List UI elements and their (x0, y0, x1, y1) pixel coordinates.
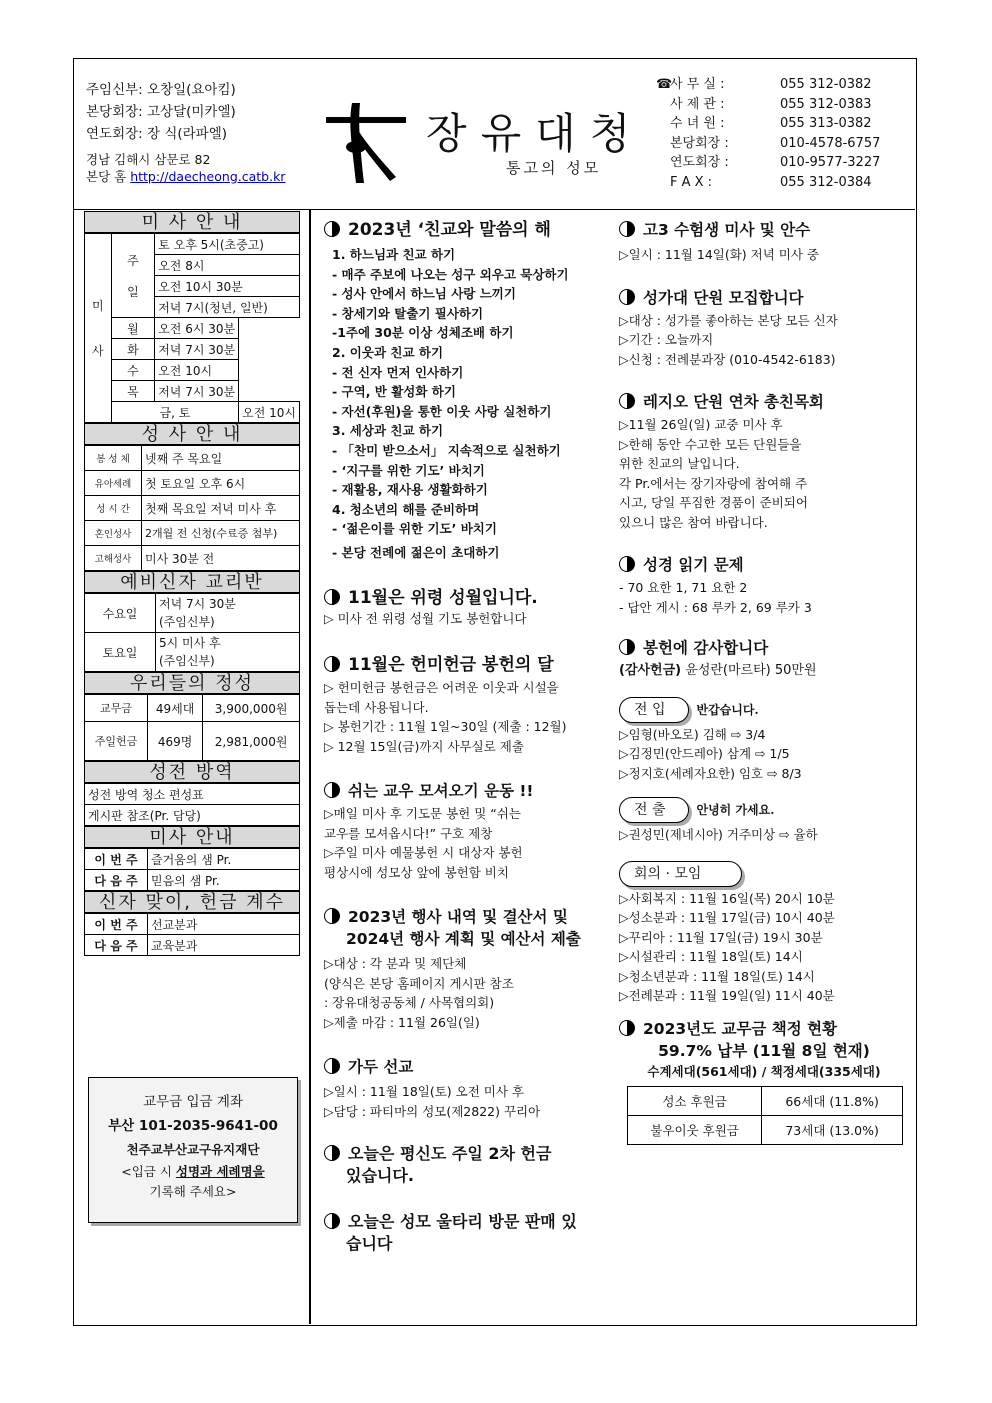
cleaning-table: 성전 방역 청소 편성표 게시판 참조(Pr. 담당) (84, 783, 300, 826)
half-circle-icon (324, 1058, 340, 1074)
section-body: ▷대상 : 각 분과 및 제단체 (양식은 본당 홈페이지 게시판 참조 : 장유대청공동체 / 사목협의회) ▷제출 마감 : 11월 26일(일) (324, 956, 514, 1030)
section-body: - 70 요한 1, 71 요한 2 - 답안 게시 : 68 루카 2, 69 루카 3 (619, 580, 812, 615)
mass-guide-section-title: 미사 안내 (84, 826, 300, 848)
priest-line: 주임신부: 오창일(요아킴) (86, 82, 236, 98)
right-column: 고3 수험생 미사 및 안수 ▷일시 : 11월 14일(화) 저녁 미사 중 성가대 단원 모집합니다 ▷대상 : 성가를 좋아하는 본당 모든 신자 ▷기간 : 오늘까지 ▷신청 : 전례분과장 (010-4542-6183) 레지오 단원 연차 총친목회 ▷11월 26일(일) 교중 미사 후 ▷한해 동안 수고한 모든 단원들을 위한 친교의 날입니다. 각 Pr.에서는 장기자랑에 참여해 주 시고, 당일 푸짐한 경품이 준비되어 있으니 많은 참여 바랍니다. 성경 읽기 문제 - 70 요한 1, 71 요한 2 - 답안 게시 : 68 루카 2, 69 루카 3 봉헌에 감사합니다 (감사헌금) 윤성란(마르타) 50만원 전 입 반갑습니다. ▷임형(바오로) 김해 ⇨ 3/4 ▷김정민(안드레아) 삼계 ⇨ 1/5 ▷정지호(세례자요한) 임호 ⇨ 8/3 전 출 안녕히 가세요. ▷권성민(제네시아) 거주미상 ⇨ 율하 회의 · 모임 ▷사회복지 : 11월 16일(목) 20시 10분 ▷성소분과 : 11월 17일(금) 10시 40분 ▷꾸리아 : 11월 17일(금) 19시 30분 ▷시설관리 : 11월 18일(토) 14시 ▷청소년분과 : 11월 18일(토) 14시 ▷전례분과 : 11월 19일(일) 11시 40분 2023년도 교무금 책정 현황 59.7% 납부 (11월 8일 현재) 수계세대(561세대) / 책정세대(335세대) 성소 후원금 66세대 (11.8%) 불우이웃 후원금 73세대 (13.0%) (619, 219, 909, 1145)
half-circle-icon (619, 639, 635, 655)
section-body: ▷임형(바오로) 김해 ⇨ 3/4 ▷김정민(안드레아) 삼계 ⇨ 1/5 ▷정지호(세례자요한) 임호 ⇨ 8/3 (619, 726, 802, 781)
offering-section-title: 우리들의 정성 (84, 672, 300, 694)
half-circle-icon (324, 589, 340, 605)
move-out-header (619, 797, 909, 823)
half-circle-icon (619, 1020, 635, 1036)
contact-list (656, 75, 880, 192)
half-circle-icon (324, 782, 340, 798)
cross-logo-icon (326, 97, 406, 183)
sacrament-table: 봉 성 체 넷째 주 목요일 유아세례 첫 토요일 오후 6시 성 시 간 첫째 목요일 저녁 미사 후 혼인성사 2개월 전 신청(수료증 첨부) 고해성사 미사 30분 전 (84, 445, 300, 571)
section-body: ▷일시 : 11월 14일(화) 저녁 미사 중 (619, 247, 819, 262)
move-out-note: 안녕히 가세요. (696, 803, 775, 817)
half-circle-icon (619, 221, 635, 237)
half-circle-icon (324, 221, 340, 237)
section-body: 1. 하느님과 친교 하기 - 매주 주보에 나오는 성구 외우고 묵상하기 - 성사 안에서 하느님 사랑 느끼기 - 창세기와 탈출기 필사하기 -1주에 30분 이상 성체조배 하기 2. 이웃과 친교 하기 - 전 신자 먼저 인사하기 - 구역, 반 활성화 하기 - 자선(후원)을 통한 이웃 사랑 실천하기 3. 세상과 친교 하기 - 「찬미 받으소서」 지속적으로 실천하기 - ‘지구를 위한 기도’ 바치기 - 재활용, 재사용 생활화하기 4. 청소년의 해를 준비하며 - ‘젊은이를 위한 기도’ 바치기 - 본당 전례에 젊은이 초대하기 (332, 247, 569, 560)
half-circle-icon (619, 289, 635, 305)
move-in-header (619, 697, 909, 723)
half-circle-icon (324, 1213, 340, 1229)
section-body: ▷ 미사 전 위령 성월 기도 봉헌합니다 (324, 610, 527, 626)
meeting-pill: 회의 · 모임 (619, 861, 742, 887)
half-circle-icon (619, 556, 635, 572)
section-title: 오늘은 성모 울타리 방문 판매 있 (324, 1211, 624, 1233)
contact-row: 수 녀 원 : 055 313-0382 (670, 116, 872, 131)
section-title: 고3 수험생 미사 및 안수 (619, 219, 909, 241)
half-circle-icon (619, 393, 635, 409)
section-title: 레지오 단원 연차 총친목회 (619, 391, 909, 413)
meeting-header (619, 861, 909, 887)
left-column (84, 211, 300, 956)
bulletin-subtitle: 통고의 성모 (506, 159, 602, 177)
contact-row: ☎ 사 무 실 : 055 312-0382 (656, 75, 880, 95)
mass-table: 미 사 주 일 토 오후 5시(초중고) 오전 8시 오전 10시 30분 저녁 7시(청년, 일반) 월 오전 6시 30분 화 저녁 7시 30분 수 오전 10시 목 저녁 7시 30분 금, 토 오전 10시 (84, 233, 300, 423)
move-in-pill: 전 입 (619, 697, 689, 723)
homepage-label: 본당 홈 (86, 169, 127, 184)
contact-row: 사 제 관 : 055 312-0383 (670, 96, 872, 112)
section-body: ▷ 헌미헌금 봉헌금은 어려운 이웃과 시설을 돕는데 사용됩니다. ▷ 봉헌기간 : 11월 1일~30일 (제출 : 12월) ▷ 12월 15일(금)까지 사무실로 제출 (324, 680, 567, 754)
column-divider (309, 209, 311, 1324)
move-in-note: 반갑습니다. (696, 702, 759, 717)
mass-label-cell: 미 사 (85, 234, 112, 423)
section-title: 쉬는 교우 모셔오기 운동 !! (324, 780, 624, 802)
section-title: 2023년 ‘친교와 말씀의 해 (324, 219, 624, 241)
section-title: 오늘은 평신도 주일 2차 헌금 (324, 1143, 624, 1165)
address: 경남 김해시 삼문로 82 (86, 152, 211, 167)
offering-table: 교무금 49세대 3,900,000원 주일헌금 469명 2,981,000원 (84, 694, 300, 761)
cleaning-section-title: 성전 방역 (84, 761, 300, 783)
section-title: 봉헌에 감사합니다 (619, 637, 909, 659)
table-row: 토 오후 5시(초중고) (155, 234, 300, 255)
table-row: 오전 10시 30분 (155, 276, 300, 297)
mass-guide-table: 이 번 주 즐거움의 샘 Pr. 다 음 주 믿음의 샘 Pr. (84, 848, 300, 891)
greeting-table: 이 번 주 선교분과 다 음 주 교육분과 (84, 913, 300, 956)
section-body: ▷대상 : 성가를 좋아하는 본당 모든 신자 ▷기간 : 오늘까지 ▷신청 : 전례분과장 (010-4542-6183) (619, 312, 838, 367)
section-title: 성경 읽기 문제 (619, 554, 909, 576)
sacrament-section-title: 성 사 안 내 (84, 423, 300, 445)
section-body: ▷11월 26일(일) 교중 미사 후 ▷한해 동안 수고한 모든 단원들을 위한 친교의 날입니다. 각 Pr.에서는 장기자랑에 참여해 주 시고, 당일 푸짐한 경품이 준비되어 있으니 많은 참여 바랍니다. (619, 417, 808, 530)
section-body: ▷일시 : 11월 18일(토) 오전 미사 후 ▷담당 : 파티마의 성모(제2822) 꾸리아 (324, 1084, 541, 1119)
account-box: 교무금 입금 계좌 부산 101-2035-9641-00 천주교부산교구유지재단 <입금 시 성명과 세례명을 기록해 주세요> (88, 1077, 298, 1223)
mass-section-title: 미 사 안 내 (84, 211, 300, 233)
sunday-label-cell: 주 일 (111, 234, 155, 318)
section-body: ▷권성민(제네시아) 거주미상 ⇨ 율하 (619, 827, 818, 842)
contact-row: F A X : 055 312-0384 (670, 174, 872, 190)
bulletin-page (73, 58, 917, 1326)
section-title: 성가대 단원 모집합니다 (619, 287, 909, 309)
homepage-link[interactable]: http://daecheong.catb.kr (130, 169, 286, 184)
section-body: ▷매일 미사 후 기도문 봉헌 및 “쉬는 교우를 모셔옵시다!” 구호 제창 ▷주일 미사 예물봉헌 시 대상자 봉헌 평상시에 성모상 앞에 봉헌함 비치 (324, 806, 523, 880)
yeondo-president-line: 연도회장: 장 식(라파엘) (86, 126, 228, 142)
half-circle-icon (324, 656, 340, 672)
middle-column: 2023년 ‘친교와 말씀의 해 1. 하느님과 친교 하기 - 매주 주보에 나오는 성구 외우고 묵상하기 - 성사 안에서 하느님 사랑 느끼기 - 창세기와 탈출기 필사하기 -1주에 30분 이상 성체조배 하기 2. 이웃과 친교 하기 - 전 신자 먼저 인사하기 - 구역, 반 활성화 하기 - 자선(후원)을 통한 이웃 사랑 실천하기 3. 세상과 친교 하기 - 「찬미 받으소서」 지속적으로 실천하기 - ‘지구를 위한 기도’ 바치기 - 재활용, 재사용 생활화하기 4. 청소년의 해를 준비하며 - ‘젊은이를 위한 기도’ 바치기 - 본당 전례에 젊은이 초대하기 11월은 위령 성월입니다. ▷ 미사 전 위령 성월 기도 봉헌합니다 11월은 헌미헌금 봉헌의 달 ▷ 헌미헌금 봉헌금은 어려운 이웃과 시설을 돕는데 사용됩니다. ▷ 봉헌기간 : 11월 1일~30일 (제출 : 12월) ▷ 12월 15일(금)까지 사무실로 제출 쉬는 교우 모셔오기 운동 !! ▷매일 미사 후 기도문 봉헌 및 “쉬는 교우를 모셔옵시다!” 구호 제창 ▷주일 미사 예물봉헌 시 대상자 봉헌 평상시에 성모상 앞에 봉헌함 비치 2023년 행사 내역 및 결산서 및 2024년 행사 계획 및 예산서 제출 ▷대상 : 각 분과 및 제단체 (양식은 본당 홈페이지 게시판 참조 : 장유대청공동체 / 사목협의회) ▷제출 마감 : 11월 26일(일) 가두 선교 ▷일시 : 11월 18일(토) 오전 미사 후 ▷담당 : 파티마의 성모(제2822) 꾸리아 오늘은 평신도 주일 2차 헌금 있습니다. 오늘은 성모 울타리 방문 판매 있 습니다 (324, 219, 624, 1255)
contact-row: 연도회장 : 010-9577-3227 (670, 155, 881, 170)
catechumen-section-title: 예비신자 교리반 (84, 571, 300, 593)
header-staff (86, 79, 285, 185)
parish-president-line: 본당회장: 고상달(미카엘) (86, 104, 236, 120)
contact-row: 본당회장 : 010-4578-6757 (670, 135, 881, 151)
half-circle-icon (324, 1145, 340, 1161)
section-title: 11월은 위령 성월입니다. (324, 587, 624, 609)
table-row: 오전 8시 (155, 255, 300, 276)
greeting-section-title: 신자 맞이, 헌금 계수 (84, 891, 300, 913)
header (74, 59, 915, 210)
catechumen-table: 수요일 저녁 7시 30분 (주임신부) 토요일 5시 미사 후 (주임신부) (84, 593, 300, 672)
section-title: 가두 선교 (324, 1056, 624, 1078)
phone-icon: ☎ (656, 77, 673, 92)
move-out-pill: 전 출 (619, 797, 689, 823)
section-body: (감사헌금) 윤성란(마르타) 50만원 (619, 663, 817, 678)
section-title: 11월은 헌미헌금 봉헌의 달 (324, 654, 624, 676)
bulletin-title: 장유대청 (426, 109, 645, 158)
half-circle-icon (324, 908, 340, 924)
tithe-table: 성소 후원금 66세대 (11.8%) 불우이웃 후원금 73세대 (13.0%) (627, 1086, 903, 1145)
table-row: 저녁 7시(청년, 일반) (155, 297, 300, 318)
section-body: ▷사회복지 : 11월 16일(목) 20시 10분 ▷성소분과 : 11월 17일(금) 10시 40분 ▷꾸리아 : 11월 17일(금) 19시 30분 ▷시설관리 : 11월 18일(토) 14시 ▷청소년분과 : 11월 18일(토) 14시 ▷전례분과 : 11월 19일(일) 11시 40분 (619, 890, 835, 1003)
section-title: 2023년도 교무금 책정 현황 (619, 1018, 909, 1040)
section-title: 2023년 행사 내역 및 결산서 및 (324, 906, 624, 928)
